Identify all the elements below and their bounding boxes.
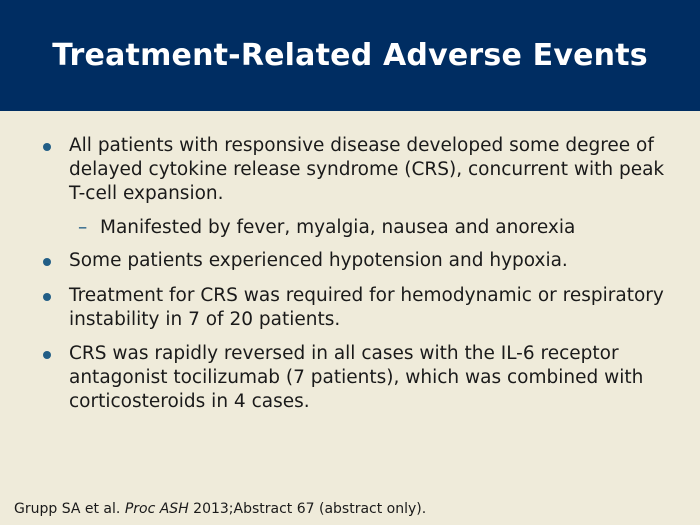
bullet-item xyxy=(69,249,669,273)
bullet-item xyxy=(69,134,669,206)
slide-title: Treatment-Related Adverse Events xyxy=(52,38,648,73)
dash-icon: – xyxy=(78,217,88,238)
sub-bullet-text: Manifested by fever, myalgia, nausea and anorexia xyxy=(100,217,576,238)
citation-journal: Proc ASH xyxy=(124,501,189,517)
bullet-text: Some patients experienced hypotension and hypoxia. xyxy=(69,250,568,271)
bullet-text: All patients with responsive disease developed some degree of delayed cytokine release syndrome (CRS), concurrent with peak T-cell expansion. xyxy=(69,135,665,204)
bullet-item xyxy=(69,342,669,414)
bullet-dot-icon xyxy=(43,351,51,359)
bullet-dot-icon xyxy=(43,293,51,301)
bullet-text: CRS was rapidly reversed in all cases with the IL-6 receptor antagonist tocilizumab (7 patients), which was combined with corticosteroids in 4 cases. xyxy=(69,343,644,412)
citation-details: 2013;Abstract 67 (abstract only). xyxy=(193,501,427,517)
sub-bullet-item xyxy=(78,216,660,240)
bullet-dot-icon xyxy=(43,143,51,151)
citation xyxy=(14,500,426,518)
bullet-item xyxy=(69,284,669,332)
bullet-dot-icon xyxy=(43,258,51,266)
citation-authors: Grupp SA et al. xyxy=(14,501,121,517)
bullet-text: Treatment for CRS was required for hemodynamic or respiratory instability in 7 of 20 patients. xyxy=(69,285,664,330)
